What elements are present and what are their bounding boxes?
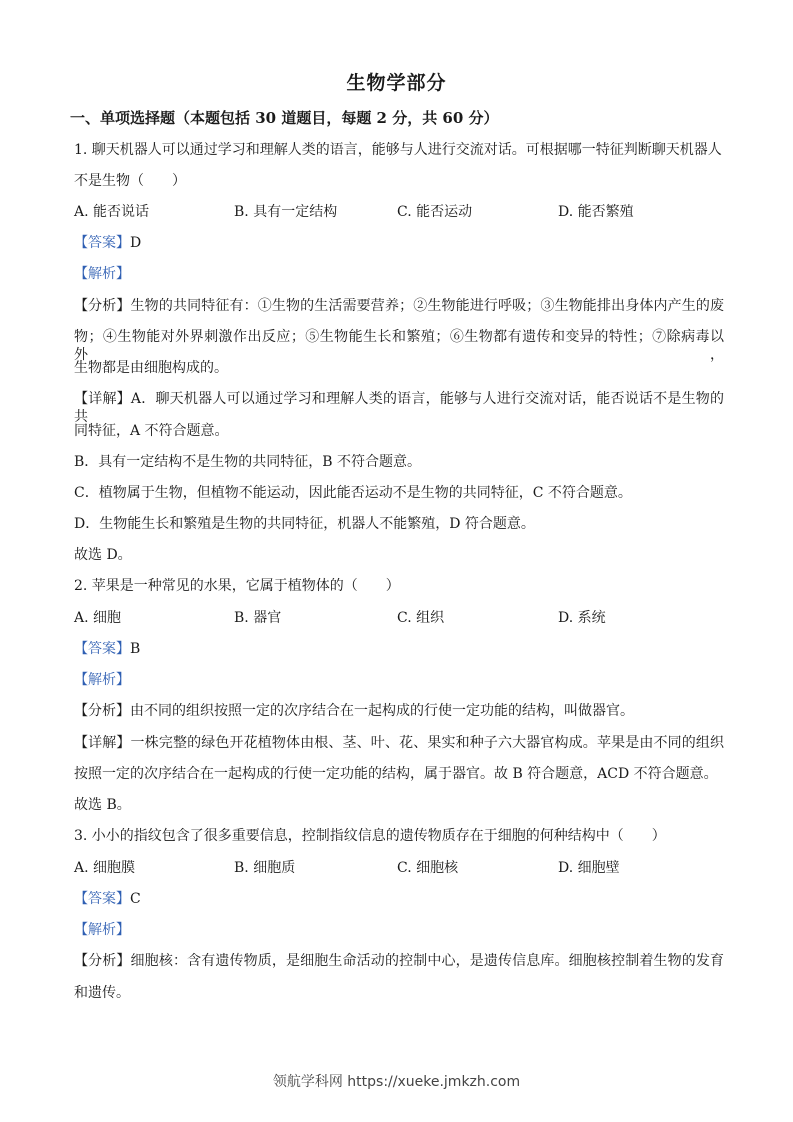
question-2-xiangjie-line-1 <box>74 734 724 752</box>
xiangjie-text: 一株完整的绿色开花植物体由根、茎、叶、花、果实和种子六大器官构成。苹果是由不同的组织 <box>130 735 725 751</box>
fenxi-text: 细胞核：含有遗传物质，是细胞生命活动的控制中心，是遗传信息库。细胞核控制着生物的发育 <box>130 953 725 969</box>
question-1-option-a: A. 能否说话 <box>74 204 150 220</box>
question-3-answer <box>74 890 141 908</box>
analysis-tag: 【解析】 <box>74 672 130 688</box>
question-1-xiangjie-line-5: D．生物能生长和繁殖是生物的共同特征，机器人不能繁殖，D 符合题意。 <box>74 516 535 532</box>
fenxi-tag: 【分析】 <box>74 703 130 719</box>
answer-tag: 【答案】 <box>74 891 130 907</box>
question-1-option-b: B. 具有一定结构 <box>234 204 338 220</box>
xiangjie-text: A．聊天机器人可以通过学习和理解人类的语言，能够与人进行交流对话，能否说话不是生物的共 <box>74 391 725 425</box>
question-2-fenxi-line-1 <box>74 702 634 720</box>
question-1-fenxi-line-3: 生物都是由细胞构成的。 <box>74 360 228 376</box>
question-3-option-a: A. 细胞膜 <box>74 860 136 876</box>
question-2-option-b: B. 器官 <box>234 610 282 626</box>
fenxi-text: 生物的共同特征有：①生物的生活需要营养；②生物能进行呼吸；③生物能排出身体内产生的废 <box>130 298 725 314</box>
question-1-option-c: C. 能否运动 <box>397 204 473 220</box>
question-1-xiangjie-line-4: C．植物属于生物，但植物不能运动，因此能否运动不是生物的共同特征，C 不符合题意。 <box>74 485 632 501</box>
question-3-analysis-tag <box>74 921 130 939</box>
question-2-option-a: A. 细胞 <box>74 610 122 626</box>
answer-value: D <box>130 235 142 251</box>
question-1-answer <box>74 234 141 252</box>
question-2-xiangjie-line-2: 按照一定的次序结合在一起构成的行使一定功能的结构，属于器官。故 B 符合题意，ACD 不符合题意。 <box>74 766 718 782</box>
question-1-fenxi-line-1 <box>74 297 724 315</box>
question-1-xiangjie-line-3: B．具有一定结构不是生物的共同特征，B 不符合题意。 <box>74 454 422 470</box>
footer-watermark: 领航学科网 https://xueke.jmkzh.com <box>272 1074 521 1090</box>
question-1-option-d: D. 能否繁殖 <box>558 204 634 220</box>
fenxi-tag: 【分析】 <box>74 298 131 314</box>
question-2-answer <box>74 640 140 658</box>
answer-value: C <box>130 891 141 907</box>
question-2-analysis-tag <box>74 671 130 689</box>
xiangjie-tag: 【详解】 <box>74 391 131 407</box>
question-1-analysis-tag <box>74 265 130 283</box>
question-2-option-c: C. 组织 <box>397 610 445 626</box>
question-3-option-b: B. 细胞质 <box>234 860 296 876</box>
question-2-conclusion: 故选 B。 <box>74 797 131 813</box>
answer-value: B <box>130 641 141 657</box>
fenxi-tag: 【分析】 <box>74 953 131 969</box>
page-title: 生物学部分 <box>346 72 447 94</box>
question-1-fenxi-line-2: 物；④生物能对外界刺激作出反应；⑤生物能生长和繁殖；⑥生物都有遗传和变异的特性；⑦除病毒以外， <box>74 329 724 363</box>
section-heading: 一、单项选择题（本题包括 30 道题目，每题 2 分，共 60 分） <box>70 109 499 127</box>
question-1-xiangjie-line-1 <box>74 390 724 426</box>
question-3-fenxi-line-1 <box>74 952 724 970</box>
question-1-stem-line-1: 1. 聊天机器人可以通过学习和理解人类的语言，能够与人进行交流对话。可根据哪一特征判断聊天机器人 <box>74 142 722 158</box>
analysis-tag: 【解析】 <box>74 922 130 938</box>
question-2-stem: 2. 苹果是一种常见的水果，它属于植物体的（ ） <box>74 578 400 594</box>
answer-tag: 【答案】 <box>74 641 130 657</box>
question-1-stem-line-2: 不是生物（ ） <box>74 173 186 189</box>
question-3-stem: 3. 小小的指纹包含了很多重要信息，控制指纹信息的遗传物质存在于细胞的何种结构中（ ） <box>74 828 666 844</box>
analysis-tag: 【解析】 <box>74 266 130 282</box>
question-3-option-c: C. 细胞核 <box>397 860 459 876</box>
question-1-xiangjie-line-2: 同特征，A 不符合题意。 <box>74 423 229 439</box>
xiangjie-tag: 【详解】 <box>74 735 131 751</box>
question-3-fenxi-line-2: 和遗传。 <box>74 985 130 1001</box>
question-1-conclusion: 故选 D。 <box>74 547 132 563</box>
question-3-option-d: D. 细胞壁 <box>558 860 620 876</box>
fenxi-text: 由不同的组织按照一定的次序结合在一起构成的行使一定功能的结构，叫做器官。 <box>130 703 634 719</box>
question-2-option-d: D. 系统 <box>558 610 606 626</box>
answer-tag: 【答案】 <box>74 235 130 251</box>
